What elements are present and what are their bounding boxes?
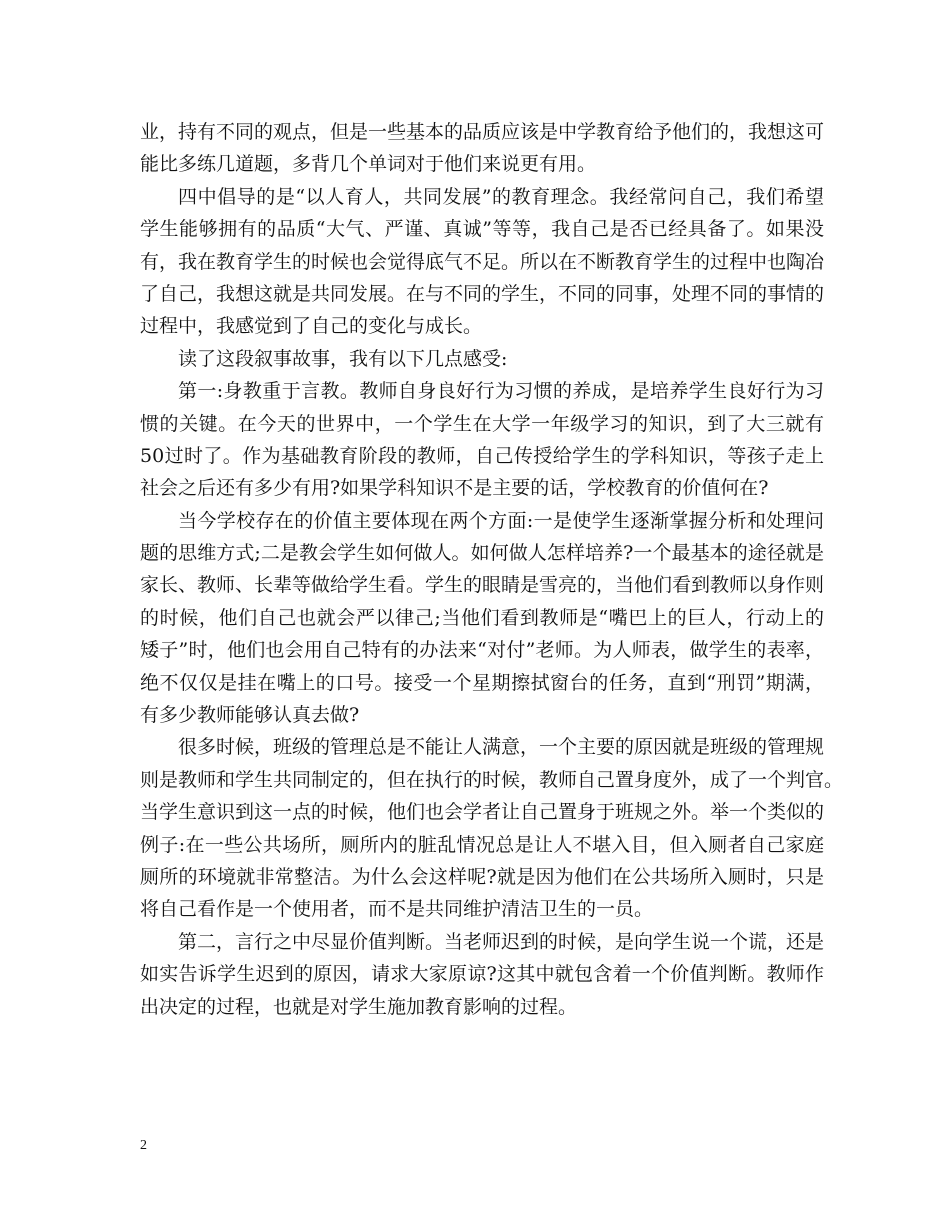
text-line: 读了这段叙事故事，我有以下几点感受:	[178, 347, 508, 370]
text-line: 例子:在一些公共场所，厕所内的脏乱情况总是让人不堪入目，但入厕者自己家庭	[140, 833, 824, 856]
text-line: 学生能够拥有的品质“大气、严谨、真诚”等等，我自己是否已经具备了。如果没	[140, 218, 824, 241]
text-line: 很多时候，班级的管理总是不能让人满意，一个主要的原因就是班级的管理规	[178, 736, 825, 759]
text-line: 则是教师和学生共同制定的，但在执行的时候，教师自己置身度外，成了一个判官。	[140, 768, 844, 791]
text-line: 题的思维方式;二是教会学生如何做人。如何做人怎样培养?一个最基本的途径就是	[140, 542, 824, 565]
text-line: 第二，言行之中尽显价值判断。当老师迟到的时候，是向学生说一个谎，还是	[178, 930, 825, 953]
page-number: 2	[140, 1138, 147, 1153]
body-text	[140, 116, 844, 1023]
text-line: 家长、教师、长辈等做给学生看。学生的眼睛是雪亮的，当他们看到教师以身作则	[140, 574, 825, 597]
text-line: 50过时了。作为基础教育阶段的教师，自己传授给学生的学科知识，等孩子走上	[140, 444, 824, 467]
text-line: 厕所的环境就非常整洁。为什么会这样呢?就是因为他们在公共场所入厕时，只是	[140, 865, 824, 888]
text-line: 如实告诉学生迟到的原因，请求大家原谅?这其中就包含着一个价值判断。教师作	[140, 963, 824, 986]
text-line: 有，我在教育学生的时候也会觉得底气不足。所以在不断教育学生的过程中也陶冶	[140, 250, 825, 273]
text-line: 矮子”时，他们也会用自己特有的办法来“对付”老师。为人师表，做学生的表率，	[140, 639, 824, 662]
text-line: 了自己，我想这就是共同发展。在与不同的学生，不同的同事，处理不同的事情的	[140, 282, 825, 305]
text-line: 惯的关键。在今天的世界中，一个学生在大学一年级学习的知识，到了大三就有	[140, 412, 824, 435]
text-line: 四中倡导的是“以人育人，共同发展”的教育理念。我经常问自己，我们希望	[178, 185, 824, 208]
text-line: 当学生意识到这一点的时候，他们也会学者让自己置身于班规之外。举一个类似的	[140, 801, 825, 824]
text-line: 能比多练几道题，多背几个单词对于他们来说更有用。	[140, 153, 597, 176]
text-line: 社会之后还有多少有用?如果学科知识不是主要的话，学校教育的价值何在?	[140, 477, 769, 500]
text-line: 过程中，我感觉到了自己的变化与成长。	[140, 315, 483, 338]
text-line: 出决定的过程，也就是对学生施加教育影响的过程。	[140, 995, 578, 1018]
text-line: 绝不仅仅是挂在嘴上的口号。接受一个星期擦拭窗台的任务，直到“刑罚”期满，	[140, 671, 824, 694]
text-line: 当今学校存在的价值主要体现在两个方面:一是使学生逐渐掌握分析和处理问	[178, 509, 824, 532]
text-line: 有多少教师能够认真去做?	[140, 704, 360, 727]
text-line: 业，持有不同的观点，但是一些基本的品质应该是中学教育给予他们的，我想这可	[140, 121, 825, 143]
text-line: 的时候，他们自己也就会严以律己;当他们看到教师是“嘴巴上的巨人，行动上的	[140, 606, 824, 629]
text-line: 将自己看作是一个使用者，而不是共同维护清洁卫生的一员。	[140, 898, 654, 921]
text-line: 第一:身教重于言教。教师自身良好行为习惯的养成，是培养学生良好行为习	[178, 380, 824, 403]
